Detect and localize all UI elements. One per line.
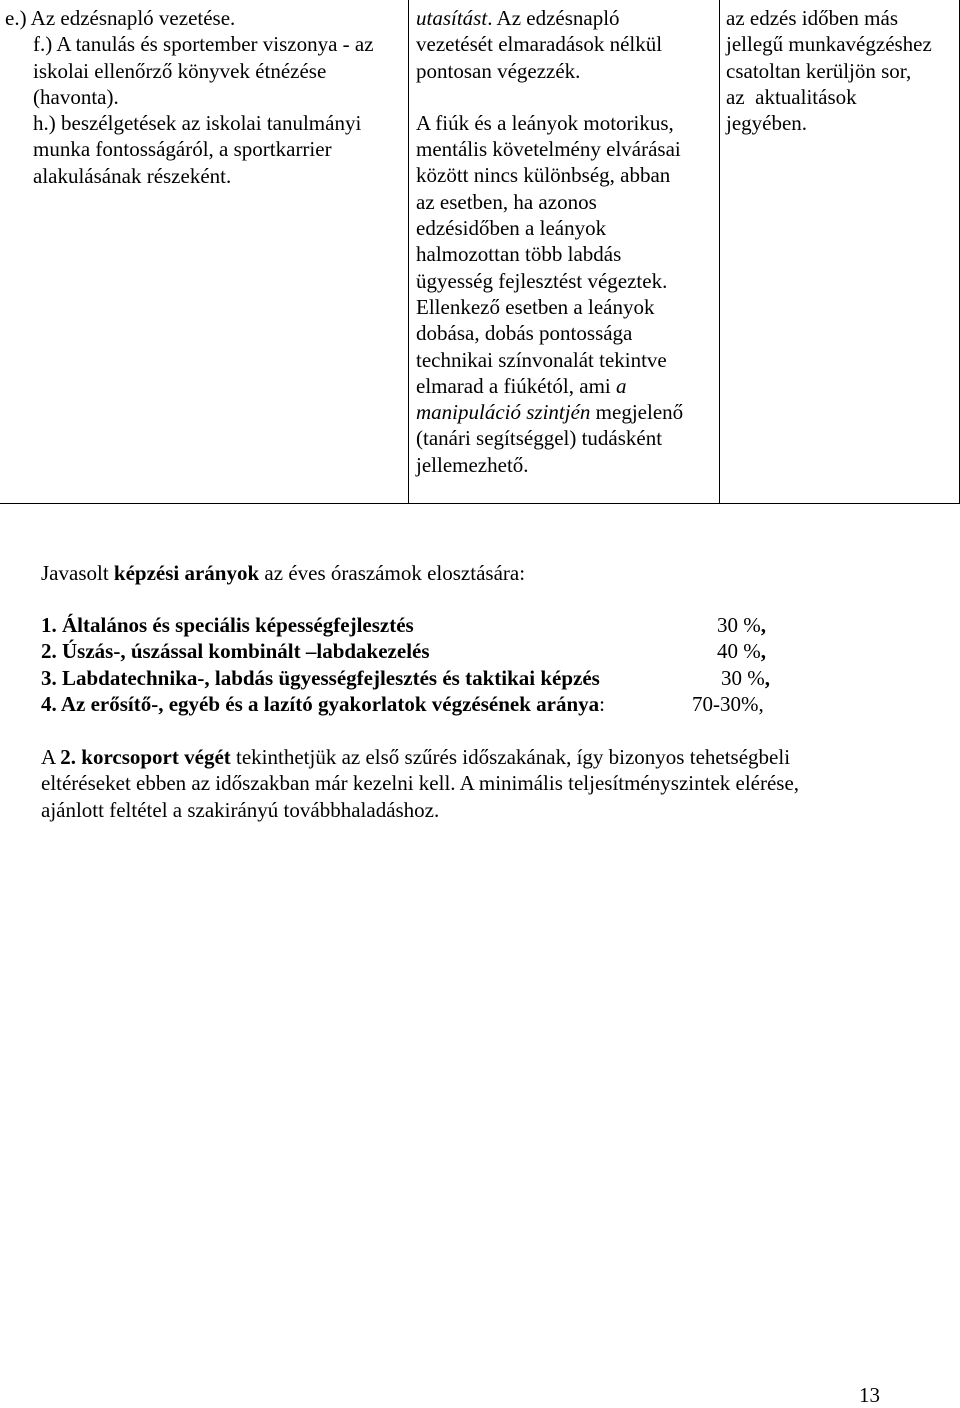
col2-line: technikai színvonalát tekintve: [416, 347, 667, 372]
col3-line: az aktualitások: [726, 84, 857, 109]
heading-text: Javasolt: [41, 561, 114, 585]
list-item: [41, 665, 801, 691]
col2-line: mentális követelmény elvárásai: [416, 137, 681, 162]
italic-word: utasítást: [416, 6, 488, 30]
list-item-value: 40 %,: [717, 639, 766, 664]
col2-line: (tanári segítséggel) tudásként: [416, 426, 663, 451]
col2-line: [416, 5, 719, 31]
heading-bold: képzési arányok: [113, 561, 260, 585]
table-cell-col2: [409, 0, 720, 504]
closing-line: A 2. korcsoport végét tekinthetjük az első szűrés időszakának, így bizonyos tehetségbeli: [41, 745, 791, 769]
section-heading: [41, 560, 525, 586]
list-item-colon: :: [599, 691, 605, 716]
col2-line: [416, 373, 719, 399]
italic-word: a: [616, 373, 627, 398]
page-number: 13: [859, 1383, 880, 1407]
list-item: [41, 612, 801, 638]
col2-line: Ellenkező esetben a leányok: [416, 294, 655, 319]
col2-text: elmarad a fiúkétól, ami: [416, 373, 617, 398]
table-cell-col3: [720, 0, 960, 504]
col2-line: az esetben, ha azonos: [416, 189, 597, 214]
col3-line: jegyében.: [726, 111, 808, 136]
paragraph-gap: [416, 84, 719, 110]
list-item: [41, 638, 801, 664]
list-item-value: 30 %,: [721, 665, 770, 690]
col1-line: h.) beszélgetések az iskolai tanulmányi: [33, 111, 362, 136]
list-item-label: 1. Általános és speciális képességfejlesztés: [41, 613, 414, 637]
closing-line: ajánlott feltétel a szakirányú továbbhaladáshoz.: [41, 797, 440, 822]
list-item-value: 70-30%,: [692, 691, 764, 716]
col2-line: A fiúk és a leányok motorikus,: [416, 110, 674, 135]
col2-line: között nincs különbség, abban: [416, 163, 671, 188]
col2-line: vezetését elmaradások nélkül: [416, 32, 663, 57]
list-item-label: 4. Az erősítő-, egyéb és a lazító gyakorlatok végzésének aránya: [41, 691, 600, 716]
col1-line: iskolai ellenőrző könyvek étnézése: [33, 58, 327, 83]
ratio-list: [41, 612, 801, 717]
list-item-value: 30 %,: [717, 613, 766, 637]
content-table-wrapper: [0, 0, 960, 504]
col1-line: f.) A tanulás és sportember viszonya - az: [33, 32, 374, 57]
heading-text: az éves óraszámok elosztására:: [259, 561, 526, 585]
col2-line: dobása, dobás pontossága: [416, 321, 633, 346]
col3-line: jellegű munkavégzéshez: [726, 32, 932, 57]
col3-line: csatoltan kerüljön sor,: [726, 58, 912, 83]
col2-text: . Az edzésnapló: [487, 6, 620, 30]
content-table: [0, 0, 960, 504]
col2-line: jellemezhető.: [416, 452, 529, 477]
closing-bold: 2. korcsoport végét: [60, 745, 231, 769]
col2-line: ügyesség fejlesztést végeztek.: [416, 268, 668, 293]
list-item-label: 2. Úszás-, úszással kombinált –labdakezelés: [41, 639, 430, 664]
col1-line: alakulásának részeként.: [33, 163, 232, 188]
col2-line: edzésidőben a leányok: [416, 216, 607, 241]
col2-line: halmozottan több labdás: [416, 242, 622, 267]
col2-line: pontosan végezzék.: [416, 58, 581, 83]
list-item-label: 3. Labdatechnika-, labdás ügyességfejlesztés és taktikai képzés: [41, 665, 600, 690]
italic-phrase: manipuláció szintjén: [416, 400, 591, 425]
list-item: [41, 691, 801, 717]
closing-line: eltéréseket ebben az időszakban már kezelni kell. A minimális teljesítményszintek elérése,: [41, 771, 800, 796]
col2-text: megjelenő: [590, 400, 684, 425]
table-cell-col1: [0, 0, 409, 504]
col2-line: [416, 399, 719, 425]
col1-line: munka fontosságáról, a sportkarrier: [33, 137, 332, 162]
closing-paragraph: [41, 744, 799, 823]
col3-line: az edzés időben más: [726, 6, 899, 30]
col1-line: e.) Az edzésnapló vezetése.: [5, 6, 236, 30]
col1-line: (havonta).: [33, 84, 119, 109]
